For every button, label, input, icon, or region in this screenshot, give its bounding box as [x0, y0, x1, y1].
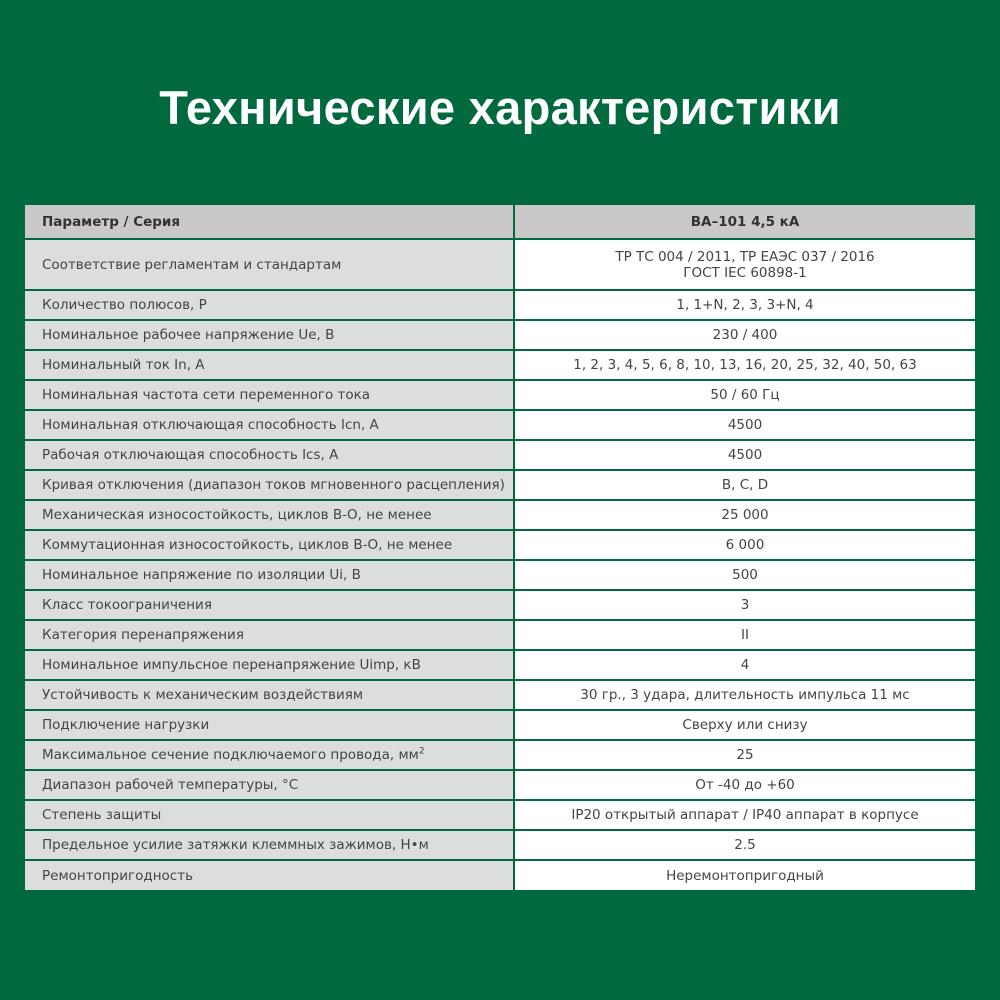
- table-row: [25, 440, 975, 470]
- row-param: Номинальная частота сети переменного тока: [25, 380, 514, 410]
- spec-table: [25, 205, 975, 890]
- table-row: [25, 560, 975, 590]
- row-param: Категория перенапряжения: [25, 620, 514, 650]
- row-value: 500: [514, 560, 975, 590]
- table-row: [25, 620, 975, 650]
- row-param: Номинальный ток In, А: [25, 350, 514, 380]
- row-value: [514, 239, 975, 290]
- table-row: [25, 590, 975, 620]
- row-param: Коммутационная износостойкость, циклов В-О, не менее: [25, 530, 514, 560]
- row-param-text: Максимальное сечение подключаемого провода, мм: [42, 747, 419, 763]
- table-row: [25, 239, 975, 290]
- row-param: Предельное усилие затяжки клеммных зажимов, Н•м: [25, 830, 514, 860]
- row-value: 4: [514, 650, 975, 680]
- row-value: II: [514, 620, 975, 650]
- row-value: 25 000: [514, 500, 975, 530]
- row-param: Устойчивость к механическим воздействиям: [25, 680, 514, 710]
- table-row: [25, 770, 975, 800]
- table-row: [25, 710, 975, 740]
- row-value: 1, 1+N, 2, 3, 3+N, 4: [514, 290, 975, 320]
- row-param: Степень защиты: [25, 800, 514, 830]
- row-value: B, C, D: [514, 470, 975, 500]
- table-row: [25, 470, 975, 500]
- row-value: 25: [514, 740, 975, 770]
- row-value: 3: [514, 590, 975, 620]
- row-value: 230 / 400: [514, 320, 975, 350]
- table-row: [25, 800, 975, 830]
- header-param: Параметр / Серия: [25, 205, 514, 239]
- row-value: IP20 открытый аппарат / IP40 аппарат в корпусе: [514, 800, 975, 830]
- table-row: [25, 380, 975, 410]
- table-row: [25, 500, 975, 530]
- row-value: 30 гр., 3 удара, длительность импульса 11 мс: [514, 680, 975, 710]
- row-param: Рабочая отключающая способность Ics, А: [25, 440, 514, 470]
- row-param: Соответствие регламентам и стандартам: [25, 239, 514, 290]
- row-param: [25, 740, 514, 770]
- table-row: [25, 860, 975, 890]
- row-param: Механическая износостойкость, циклов В-О, не менее: [25, 500, 514, 530]
- row-value: Неремонтопригодный: [514, 860, 975, 890]
- row-value: От -40 до +60: [514, 770, 975, 800]
- row-param: Номинальное напряжение по изоляции Ui, В: [25, 560, 514, 590]
- superscript: 2: [418, 746, 425, 757]
- table-row: [25, 530, 975, 560]
- table-row: [25, 650, 975, 680]
- row-param: Ремонтопригодность: [25, 860, 514, 890]
- row-param: Подключение нагрузки: [25, 710, 514, 740]
- row-param: Номинальное импульсное перенапряжение Uimp, кВ: [25, 650, 514, 680]
- row-value-line: ТР ТС 004 / 2011, ТР ЕАЭС 037 / 2016: [615, 248, 875, 265]
- table-row: [25, 680, 975, 710]
- row-param: Количество полюсов, Р: [25, 290, 514, 320]
- row-value: 1, 2, 3, 4, 5, 6, 8, 10, 13, 16, 20, 25, 32, 40, 50, 63: [514, 350, 975, 380]
- row-param: Номинальная отключающая способность Icn, А: [25, 410, 514, 440]
- table-row: [25, 350, 975, 380]
- table-row: [25, 320, 975, 350]
- row-param: Класс токоограничения: [25, 590, 514, 620]
- table-row: [25, 830, 975, 860]
- row-param: Номинальное рабочее напряжение Ue, В: [25, 320, 514, 350]
- header-value: ВА–101 4,5 кА: [514, 205, 975, 239]
- page-title: Технические характеристики: [159, 81, 841, 134]
- row-value-line: ГОСТ IEC 60898-1: [683, 264, 807, 281]
- row-value: 50 / 60 Гц: [514, 380, 975, 410]
- table-row: [25, 740, 975, 770]
- table-row: [25, 410, 975, 440]
- row-value: 2.5: [514, 830, 975, 860]
- row-value: 6 000: [514, 530, 975, 560]
- row-param: Кривая отключения (диапазон токов мгновенного расцепления): [25, 470, 514, 500]
- table-row: [25, 290, 975, 320]
- row-param: Диапазон рабочей температуры, °С: [25, 770, 514, 800]
- row-value: Сверху или снизу: [514, 710, 975, 740]
- row-value: 4500: [514, 410, 975, 440]
- table-header-row: [25, 205, 975, 239]
- row-value: 4500: [514, 440, 975, 470]
